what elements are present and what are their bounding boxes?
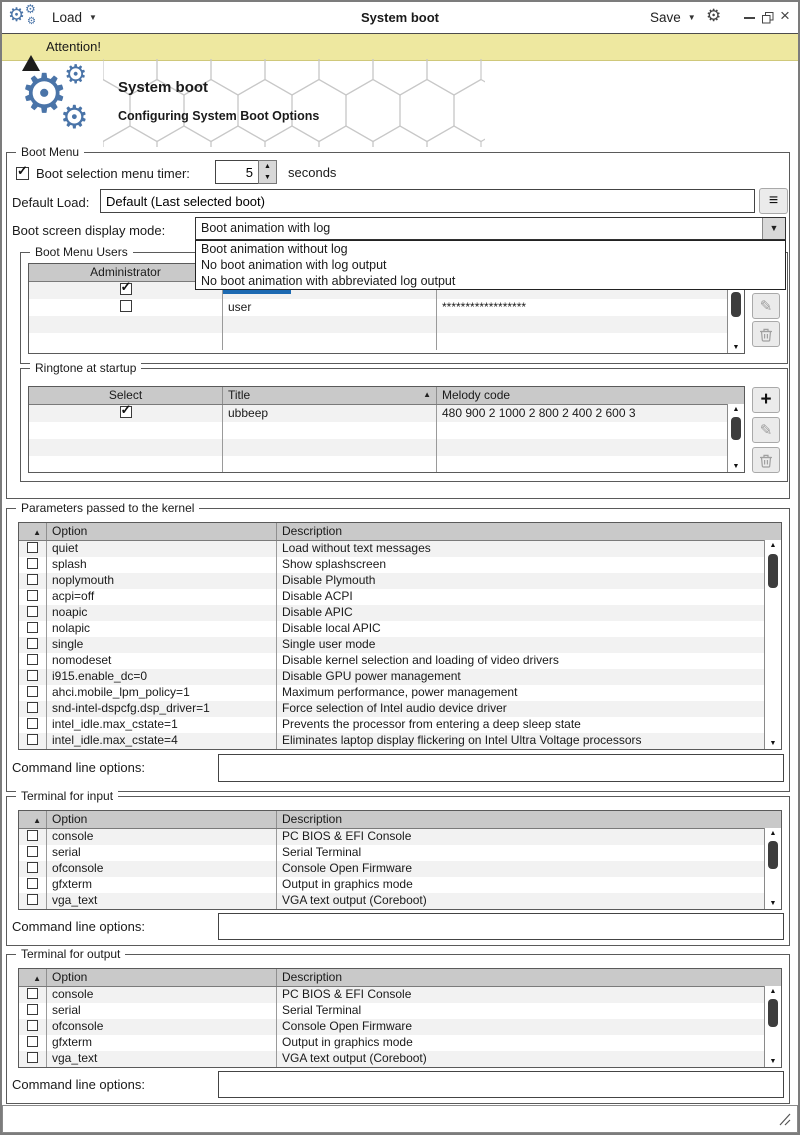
description-cell: Prevents the processor from entering a deep sleep state — [282, 717, 581, 731]
row-checkbox[interactable] — [27, 638, 38, 649]
chevron-down-icon: ▼ — [89, 13, 97, 22]
row-checkbox[interactable] — [27, 1036, 38, 1047]
default-load-label: Default Load: — [12, 195, 90, 210]
kernel-cmdline-label: Command line options: — [12, 760, 145, 775]
hexagon-pattern — [103, 59, 485, 147]
table-row[interactable] — [19, 987, 781, 1003]
sort-column-header[interactable] — [19, 523, 47, 540]
password-cell: ****************** — [442, 300, 527, 314]
description-cell: Console Open Firmware — [282, 861, 413, 875]
terminal-input-cmdline-label: Command line options: — [12, 919, 145, 934]
option-cell: vga_text — [47, 893, 277, 909]
table-row[interactable] — [29, 405, 744, 422]
row-checkbox[interactable] — [27, 878, 38, 889]
sort-column-header[interactable] — [19, 811, 47, 828]
option-cell: acpi=off — [47, 589, 277, 605]
sort-asc-icon: ▲ — [33, 974, 41, 983]
option-column-header[interactable]: Option — [47, 523, 277, 540]
boot-menu-users-legend: Boot Menu Users — [30, 245, 133, 259]
table-row[interactable] — [19, 845, 781, 861]
close-button[interactable]: × — [780, 6, 790, 25]
header-gears-icon: ⚙ — [64, 59, 88, 89]
description-cell: VGA text output (Coreboot) — [282, 1051, 427, 1065]
scrollbar-thumb[interactable] — [731, 292, 741, 317]
description-cell: PC BIOS & EFI Console — [282, 987, 412, 1001]
attention-text: Attention! — [46, 39, 101, 54]
kernel-params-table-header — [19, 523, 781, 541]
ringtone-table-scrollbar[interactable] — [727, 404, 744, 472]
terminal-input-table — [18, 810, 782, 910]
table-row[interactable] — [29, 316, 744, 333]
option-cell: ofconsole — [47, 1019, 277, 1035]
hamburger-menu-icon: ≡ — [768, 192, 779, 209]
scroll-down-icon[interactable]: ▼ — [769, 900, 777, 907]
select-column-header[interactable]: Select — [29, 387, 223, 404]
option-cell: serial — [47, 845, 277, 861]
description-cell: Single user mode — [282, 637, 376, 651]
row-checkbox[interactable] — [27, 654, 38, 665]
scroll-up-icon[interactable]: ▲ — [769, 988, 777, 995]
timer-value-input[interactable] — [215, 160, 259, 184]
load-menu-button[interactable] — [52, 9, 97, 27]
ringtone-delete-button[interactable] — [752, 447, 780, 473]
spinner-up-icon[interactable]: ▲ — [264, 163, 271, 170]
row-checkbox[interactable] — [27, 894, 38, 905]
dropdown-option[interactable]: No boot animation with abbreviated log output — [201, 274, 456, 288]
display-mode-value: Boot animation with log — [201, 221, 331, 235]
chevron-down-icon: ▼ — [687, 13, 696, 22]
description-cell: Console Open Firmware — [282, 1019, 413, 1033]
sort-asc-icon: ▲ — [33, 528, 41, 537]
description-cell: Disable APIC — [282, 605, 353, 619]
maximize-button[interactable] — [762, 11, 774, 29]
option-cell: vga_text — [47, 1051, 277, 1067]
app-gears-icon: ⚙ — [27, 16, 36, 27]
timer-checkbox[interactable]: ✓ — [17, 163, 28, 178]
description-cell: Load without text messages — [282, 541, 431, 555]
description-cell: VGA text output (Coreboot) — [282, 893, 427, 907]
option-cell: i915.enable_dc=0 — [47, 669, 277, 685]
terminal-output-table-body — [19, 987, 781, 1067]
row-checkbox[interactable]: ✓ — [120, 405, 132, 417]
trash-icon — [759, 327, 773, 342]
scroll-up-icon[interactable]: ▲ — [769, 830, 777, 837]
row-checkbox[interactable] — [27, 1004, 38, 1015]
row-checkbox[interactable]: ✓ — [120, 282, 132, 294]
header-gears-icon: ⚙ — [20, 64, 69, 124]
header-subtitle: Configuring System Boot Options — [118, 109, 320, 123]
option-cell: gfxterm — [47, 877, 277, 893]
display-mode-dropdown — [195, 240, 786, 290]
row-checkbox[interactable] — [27, 718, 38, 729]
ringtone-add-button[interactable] — [752, 387, 780, 413]
sort-asc-icon: ▲ — [33, 816, 41, 825]
option-cell: console — [47, 987, 277, 1003]
table-row[interactable] — [29, 439, 744, 456]
title-bar — [2, 2, 798, 34]
row-checkbox[interactable] — [27, 1052, 38, 1063]
settings-gear-icon[interactable]: ⚙ — [706, 6, 722, 25]
ringtone-table-body — [29, 405, 744, 473]
admin-cell — [29, 299, 223, 316]
app-gears-icon: ⚙ — [8, 5, 26, 26]
default-load-menu-button[interactable] — [759, 188, 788, 214]
row-checkbox[interactable] — [27, 862, 38, 873]
option-cell: snd-intel-dspcfg.dsp_driver=1 — [47, 701, 277, 717]
description-column-header[interactable]: Description — [282, 524, 343, 538]
option-cell: splash — [47, 557, 277, 573]
terminal-input-legend: Terminal for input — [16, 789, 118, 803]
row-checkbox[interactable] — [27, 574, 38, 585]
ringtone-edit-button[interactable] — [752, 417, 780, 443]
table-row[interactable] — [19, 701, 781, 717]
option-cell: nomodeset — [47, 653, 277, 669]
users-delete-button[interactable] — [752, 321, 780, 347]
table-row[interactable] — [19, 637, 781, 653]
terminal-input-cmdline-input[interactable] — [218, 913, 784, 940]
warning-icon: ! — [22, 38, 40, 56]
kernel-params-table-body — [19, 541, 781, 749]
option-cell: console — [47, 829, 277, 845]
boot-menu-legend: Boot Menu — [16, 145, 84, 159]
timer-unit-label: seconds — [288, 165, 337, 180]
users-edit-button[interactable] — [752, 293, 780, 319]
dropdown-option[interactable]: Boot animation without log — [201, 242, 348, 256]
ringtone-table — [28, 386, 745, 473]
resize-grip[interactable] — [778, 1113, 791, 1126]
table-row[interactable] — [29, 299, 744, 316]
table-row[interactable] — [29, 456, 744, 473]
pencil-icon: ✎ — [759, 422, 773, 439]
save-menu-button[interactable] — [650, 9, 696, 27]
row-checkbox[interactable] — [27, 542, 38, 553]
option-cell: intel_idle.max_cstate=1 — [47, 717, 277, 733]
description-cell: Disable GPU power management — [282, 669, 461, 683]
terminal-output-cmdline-label: Command line options: — [12, 1077, 145, 1092]
name-cell: user — [223, 299, 437, 316]
restore-icon — [762, 12, 774, 24]
description-cell: Serial Terminal — [282, 845, 362, 859]
option-cell: nolapic — [47, 621, 277, 637]
table-row[interactable] — [19, 1019, 781, 1035]
row-checkbox[interactable] — [27, 622, 38, 633]
default-load-input[interactable] — [100, 189, 755, 213]
row-checkbox[interactable] — [27, 590, 38, 601]
ringtone-legend: Ringtone at startup — [30, 361, 141, 375]
description-column-header[interactable]: Description — [282, 970, 343, 984]
terminal-output-scrollbar[interactable] — [764, 986, 781, 1067]
description-cell: Show splashscreen — [282, 557, 387, 571]
table-row[interactable] — [19, 685, 781, 701]
terminal-output-table — [18, 968, 782, 1068]
scroll-down-icon[interactable]: ▼ — [732, 463, 740, 470]
page-header — [2, 59, 798, 149]
option-cell: serial — [47, 1003, 277, 1019]
description-cell: Disable local APIC — [282, 621, 381, 635]
melody-column-header[interactable]: Melody code — [442, 388, 511, 402]
timer-spinner[interactable] — [258, 160, 277, 184]
table-row[interactable] — [19, 1003, 781, 1019]
kernel-params-legend: Parameters passed to the kernel — [16, 501, 199, 515]
row-checkbox[interactable] — [27, 670, 38, 681]
table-row[interactable] — [19, 621, 781, 637]
spinner-down-icon[interactable]: ▼ — [264, 174, 271, 181]
table-row[interactable] — [19, 669, 781, 685]
kernel-cmdline-input[interactable] — [218, 754, 784, 782]
description-column-header[interactable]: Description — [282, 812, 343, 826]
title-column-header[interactable]: Title ▲ — [223, 387, 437, 404]
chevron-down-icon: ▼ — [769, 223, 779, 233]
option-cell: quiet — [47, 541, 277, 557]
table-row[interactable] — [19, 1035, 781, 1051]
table-row[interactable] — [19, 733, 781, 749]
terminal-output-table-header — [19, 969, 781, 987]
combobox-arrow-button[interactable] — [762, 218, 785, 239]
scroll-up-icon[interactable]: ▲ — [732, 406, 740, 413]
users-table-body — [29, 282, 744, 350]
description-cell: Maximum performance, power management — [282, 685, 518, 699]
scrollbar-thumb[interactable] — [731, 417, 741, 440]
option-column-header[interactable]: Option — [47, 969, 277, 986]
admin-cell — [29, 282, 223, 299]
status-bar — [2, 1105, 798, 1133]
terminal-output-cmdline-input[interactable] — [218, 1071, 784, 1098]
table-row[interactable] — [29, 422, 744, 439]
scroll-down-icon[interactable]: ▼ — [769, 1058, 777, 1065]
option-cell: single — [47, 637, 277, 653]
window-title: System boot — [360, 10, 439, 25]
scroll-down-icon[interactable]: ▼ — [769, 740, 777, 747]
table-row[interactable] — [19, 557, 781, 573]
scrollbar-thumb[interactable] — [768, 999, 778, 1027]
description-cell: Disable kernel selection and loading of video drivers — [282, 653, 559, 667]
kernel-params-scrollbar[interactable] — [764, 540, 781, 749]
attention-banner — [2, 34, 798, 61]
dropdown-option[interactable]: No boot animation with log output — [201, 258, 387, 272]
table-row[interactable] — [19, 1051, 781, 1067]
description-cell: Force selection of Intel audio device driver — [282, 701, 507, 715]
option-cell: noapic — [47, 605, 277, 621]
table-row[interactable] — [19, 589, 781, 605]
table-row[interactable] — [19, 829, 781, 845]
save-menu-label: Save — [650, 10, 681, 25]
row-checkbox[interactable] — [27, 686, 38, 697]
title-cell: ubbeep — [223, 405, 437, 422]
plus-icon: + — [760, 389, 772, 410]
row-checkbox[interactable] — [27, 702, 38, 713]
table-row[interactable] — [19, 893, 781, 909]
description-cell: PC BIOS & EFI Console — [282, 829, 412, 843]
table-row[interactable] — [29, 333, 744, 350]
description-cell: Output in graphics mode — [282, 877, 413, 891]
sort-column-header[interactable] — [19, 969, 47, 986]
row-checkbox[interactable] — [27, 830, 38, 841]
table-row[interactable] — [19, 605, 781, 621]
description-cell: Serial Terminal — [282, 1003, 362, 1017]
scroll-down-icon[interactable]: ▼ — [732, 344, 740, 351]
table-row[interactable] — [19, 653, 781, 669]
display-mode-label: Boot screen display mode: — [12, 223, 166, 238]
select-cell — [29, 405, 223, 422]
header-gears-icon: ⚙ — [60, 99, 89, 135]
scrollbar-thumb[interactable] — [768, 841, 778, 869]
terminal-input-scrollbar[interactable] — [764, 828, 781, 909]
terminal-input-table-body — [19, 829, 781, 909]
users-table-scrollbar[interactable] — [727, 281, 744, 353]
sort-asc-icon: ▲ — [423, 390, 431, 399]
table-row[interactable] — [19, 573, 781, 589]
option-cell: ahci.mobile_lpm_policy=1 — [47, 685, 277, 701]
row-checkbox[interactable] — [120, 300, 132, 312]
terminal-output-legend: Terminal for output — [16, 947, 125, 961]
timer-label: Boot selection menu timer: — [36, 166, 190, 181]
option-cell: ofconsole — [47, 861, 277, 877]
load-menu-label: Load — [52, 10, 83, 25]
terminal-input-table-header — [19, 811, 781, 829]
option-column-header[interactable]: Option — [47, 811, 277, 828]
scrollbar-thumb[interactable] — [768, 554, 778, 588]
description-cell: Output in graphics mode — [282, 1035, 413, 1049]
header-title: System boot — [118, 79, 209, 96]
ringtone-table-header — [29, 387, 744, 405]
table-row[interactable] — [19, 717, 781, 733]
display-mode-combobox[interactable] — [195, 217, 786, 240]
description-cell: Disable Plymouth — [282, 573, 376, 587]
row-checkbox[interactable] — [27, 988, 38, 999]
trash-icon — [759, 453, 773, 468]
pencil-icon: ✎ — [759, 298, 773, 315]
row-checkbox[interactable] — [27, 606, 38, 617]
row-checkbox[interactable] — [27, 846, 38, 857]
row-checkbox[interactable] — [27, 1020, 38, 1031]
option-cell: noplymouth — [47, 573, 277, 589]
melody-cell: 480 900 2 1000 2 800 2 400 2 600 3 — [442, 406, 636, 420]
table-row[interactable] — [19, 541, 781, 557]
table-row[interactable] — [19, 877, 781, 893]
option-cell: intel_idle.max_cstate=4 — [47, 733, 277, 749]
row-checkbox[interactable] — [27, 558, 38, 569]
table-row[interactable] — [19, 861, 781, 877]
app-gears-icon: ⚙ — [25, 2, 36, 16]
description-cell: Eliminates laptop display flickering on Intel Ultra Voltage processors — [282, 733, 642, 747]
kernel-params-table — [18, 522, 782, 750]
row-checkbox[interactable] — [27, 734, 38, 745]
admin-column-header[interactable]: Administrator — [29, 264, 223, 281]
description-cell: Disable ACPI — [282, 589, 353, 603]
scroll-up-icon[interactable]: ▲ — [769, 542, 777, 549]
minimize-button[interactable] — [744, 17, 755, 19]
option-cell: gfxterm — [47, 1035, 277, 1051]
